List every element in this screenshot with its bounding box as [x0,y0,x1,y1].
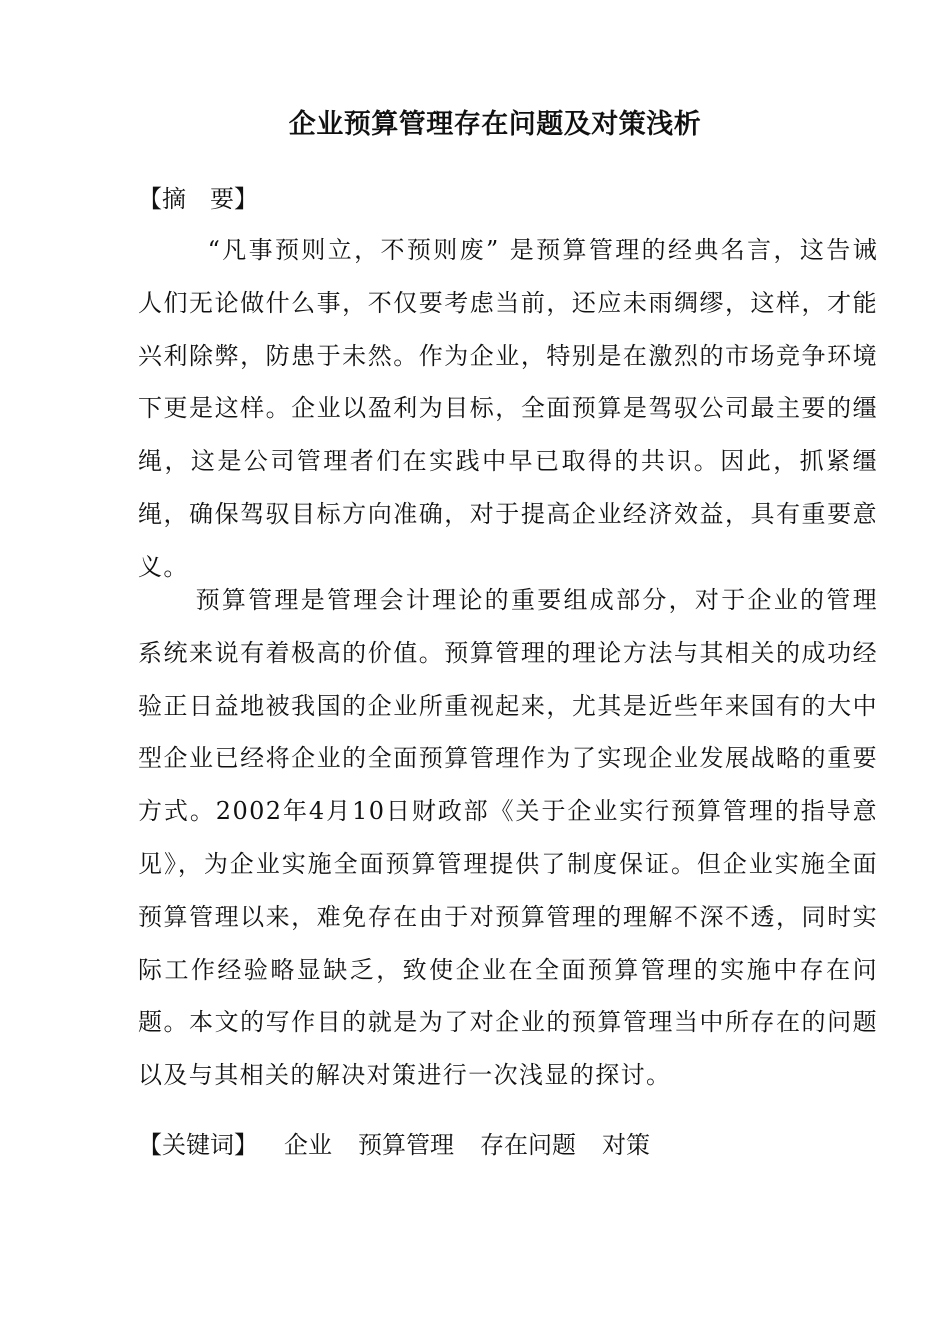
abstract-paragraph-1: “凡事预则立，不预则废” 是预算管理的经典名言，这告诫人们无论做什么事，不仅要考虑当前，还应未雨绸缪，这样，才能兴利除弊，防患于未然。作为企业，特别是在激烈的市场竞争环境下更是这样。企业以盈利为目标，全面预算是驾驭公司最主要的缰绳，这是公司管理者们在实践中早已取得的共识。因此，抓紧缰绳，确保驾驭目标方向准确，对于提高企业经济效益，具有重要意义。 [138,236,878,581]
keyword: 对策 [602,1131,650,1159]
keyword: 预算管理 [358,1131,454,1159]
keyword: 存在问题 [480,1131,576,1159]
abstract-label: 【摘 要】 [138,185,258,213]
keywords-line [138,1125,650,1165]
keyword: 企业 [284,1131,332,1159]
abstract-paragraph-2: 预算管理是管理会计理论的重要组成部分，对于企业的管理系统来说有着极高的价值。预算管理的理论方法与其相关的成功经验正日益地被我国的企业所重视起来，尤其是近些年来国有的大中型企业已经将企业的全面预算管理作为了实现企业发展战略的重要方式。2002年4月10日财政部《关于企业实行预算管理的指导意见》，为企业实施全面预算管理提供了制度保证。但企业实施全面预算管理以来，难免存在由于对预算管理的理解不深不透，同时实际工作经验略显缺乏，致使企业在全面预算管理的实施中存在问题。本文的写作目的就是为了对企业的预算管理当中所存在的问题以及与其相关的解决对策进行一次浅显的探讨。 [138,586,878,1090]
document-title: 企业预算管理存在问题及对策浅析 [288,109,702,140]
keywords-label: 【关键词】 [138,1131,258,1159]
